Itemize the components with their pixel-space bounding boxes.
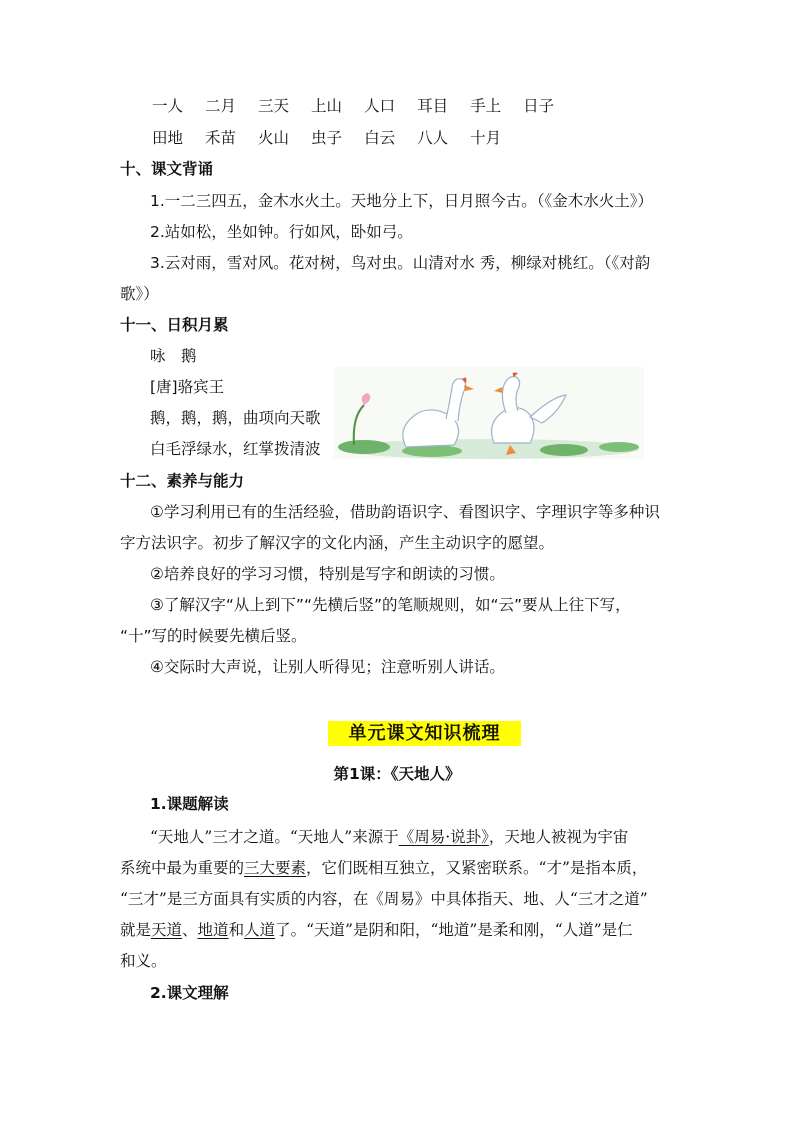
word: 日子	[523, 97, 555, 115]
underlined-term: 三大要素	[244, 859, 307, 877]
subsection-1-heading: 1.课题解读	[150, 795, 229, 813]
poem-title: 咏 鹅	[150, 347, 197, 365]
word: 耳目	[417, 97, 449, 115]
recite-item-1: 1.一二三四五，金木水火土。天地分上下，日月照今古。（《金木水火土》）	[150, 192, 654, 210]
word: 田地	[152, 129, 184, 147]
word: 虫子	[311, 129, 343, 147]
poem-line-2: 白毛浮绿水，红掌拨清波	[150, 440, 321, 458]
underlined-term: 人道	[244, 921, 276, 939]
word: 八人	[417, 129, 449, 147]
recite-item-3: 3.云对雨，雪对风。花对树，鸟对虫。山清对水 秀，柳绿对桃红。（《对韵	[150, 254, 651, 272]
recite-item-3-cont: 歌》）	[120, 285, 159, 303]
word: 手上	[470, 97, 502, 115]
section-10-heading: 十、课文背诵	[120, 160, 214, 178]
poem-line-1: 鹅，鹅，鹅，曲项向天歌	[150, 409, 321, 427]
recite-item-2: 2.站如松，坐如钟。行如风，卧如弓。	[150, 223, 413, 241]
interpretation-line-2: 系统中最为重要的三大要素，它们既相互独立，又紧密联系。“才”是指本质，	[120, 859, 648, 877]
interpretation-line-4: 就是天道、地道和人道了。“天道”是阴和阳，“地道”是柔和刚，“人道”是仁	[120, 921, 633, 939]
word: 一人	[152, 97, 184, 115]
unit-summary-banner: 单元课文知识梳理	[328, 721, 521, 746]
underlined-term: 《周易·说卦》	[398, 828, 489, 846]
word: 火山	[258, 129, 290, 147]
word: 上山	[311, 97, 343, 115]
interpretation-line-1: “天地人”三才之道。“天地人”来源于《周易·说卦》，天地人被视为宇宙	[150, 828, 629, 846]
interpretation-line-3: “三才”是三方面具有实质的内容，在《周易》中具体指天、地、人“三才之道”	[120, 890, 648, 908]
section-12-heading: 十二、素养与能力	[120, 472, 245, 490]
section-11-heading: 十一、日积月累	[120, 316, 229, 334]
word: 白云	[364, 129, 396, 147]
word: 禾苗	[205, 129, 237, 147]
word-row-1	[152, 96, 576, 116]
word: 人口	[364, 97, 396, 115]
ability-line-3: ②培养良好的学习习惯，特别是写字和朗读的习惯。	[150, 565, 505, 583]
ability-line-4: ③了解汉字“从上到下”“先横后竖”的笔顺规则，如“云”要从上往下写，	[150, 596, 631, 614]
ability-line-2: 字方法识字。初步了解汉字的文化内涵，产生主动识字的愿望。	[120, 534, 555, 552]
word: 二月	[205, 97, 237, 115]
subsection-2-heading: 2.课文理解	[150, 984, 229, 1002]
word: 十月	[470, 129, 502, 147]
ability-line-6: ④交际时大声说，让别人听得见；注意听别人讲话。	[150, 658, 505, 676]
word-row-2	[152, 128, 523, 148]
ability-line-1: ①学习利用已有的生活经验，借助韵语识字、看图识字、字理识字等多种识	[150, 503, 660, 521]
lesson-title: 第1课：《天地人》	[333, 765, 461, 783]
underlined-term: 天道	[151, 921, 183, 939]
goose-illustration	[334, 367, 644, 459]
word: 三天	[258, 97, 290, 115]
underlined-term: 地道	[197, 921, 229, 939]
poem-author: [唐]骆宾王	[150, 378, 225, 396]
ability-line-5: “十”写的时候要先横后竖。	[120, 627, 307, 645]
interpretation-line-5: 和义。	[120, 952, 167, 970]
